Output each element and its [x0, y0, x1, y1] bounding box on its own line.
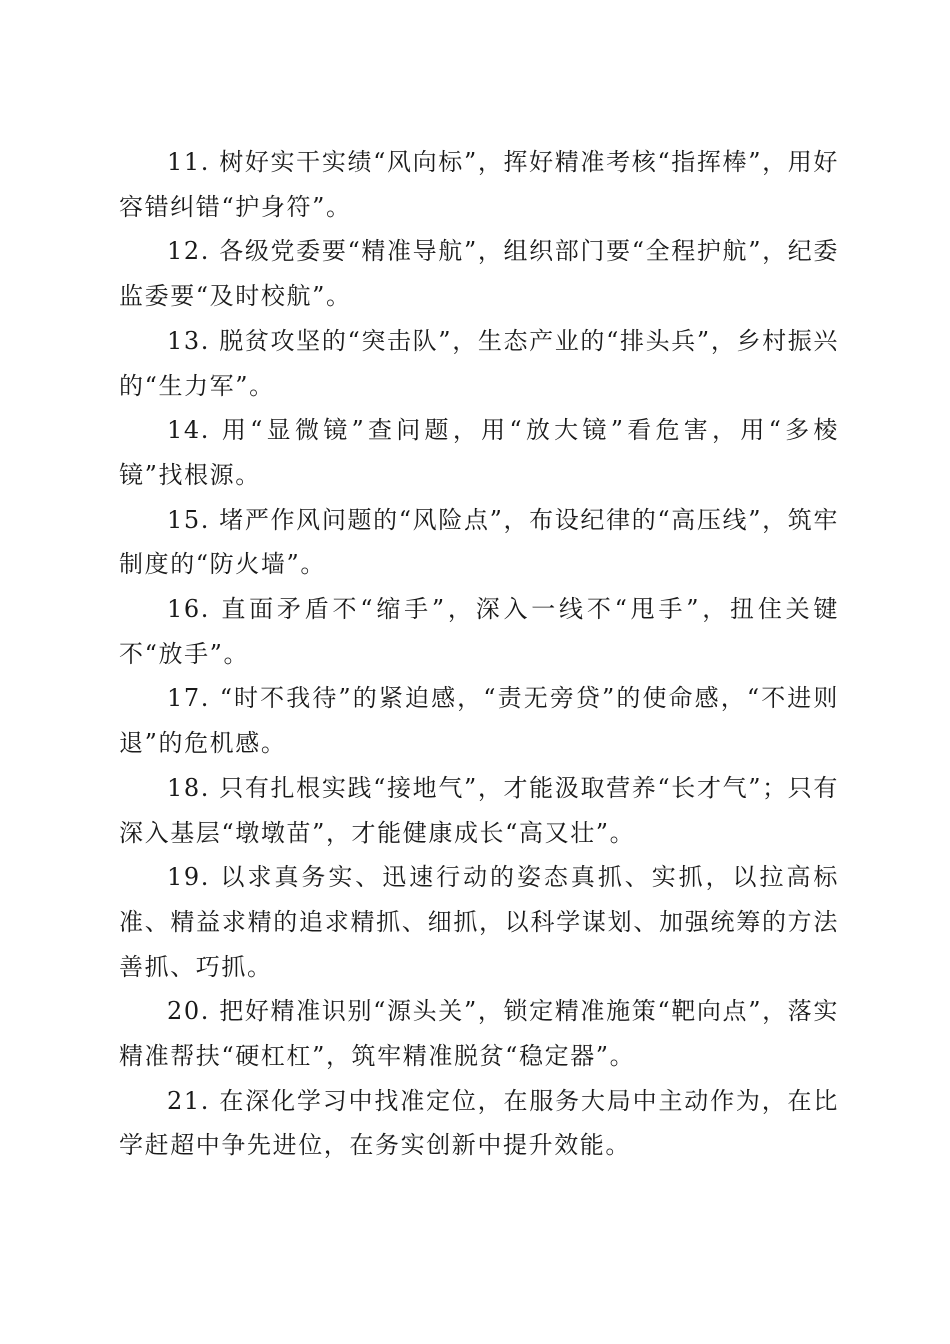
paragraph-13: 13. 脱贫攻坚的“突击队”，生态产业的“排头兵”，乡村振兴的“生力军”。: [119, 326, 839, 400]
paragraph-18: 18. 只有扎根实践“接地气”，才能汲取营养“长才气”；只有深入基层“墩墩苗”，才能健康成长“高又壮”。: [119, 773, 839, 847]
paragraph-15: 15. 堵严作风问题的“风险点”，布设纪律的“高压线”，筑牢制度的“防火墙”。: [119, 505, 839, 579]
paragraph-17: 17. “时不我待”的紧迫感，“责无旁贷”的使命感，“不进则退”的危机感。: [119, 684, 839, 758]
paragraph-21: 21. 在深化学习中找准定位，在服务大局中主动作为，在比学赶超中争先进位，在务实创新中提升效能。: [119, 1086, 839, 1160]
paragraph-14: 14. 用“显微镜”查问题，用“放大镜”看危害，用“多棱镜”找根源。: [119, 416, 839, 489]
document-body: [119, 140, 839, 1168]
paragraph-12: 12. 各级党委要“精准导航”，组织部门要“全程护航”，纪委监委要“及时校航”。: [119, 237, 839, 311]
paragraph-16: 16. 直面矛盾不“缩手”，深入一线不“甩手”，扭住关键不“放手”。: [119, 595, 839, 668]
paragraph-20: 20. 把好精准识别“源头关”，锁定精准施策“靶向点”，落实精准帮扶“硬杠杠”，筑牢精准脱贫“稳定器”。: [119, 997, 839, 1071]
paragraph-11: 11. 树好实干实绩“风向标”，挥好精准考核“指挥棒”，用好容错纠错“护身符”。: [119, 148, 839, 221]
paragraph-19: 19. 以求真务实、迅速行动的姿态真抓、实抓，以拉高标准、精益求精的追求精抓、细抓，以科学谋划、加强统筹的方法善抓、巧抓。: [119, 863, 839, 981]
